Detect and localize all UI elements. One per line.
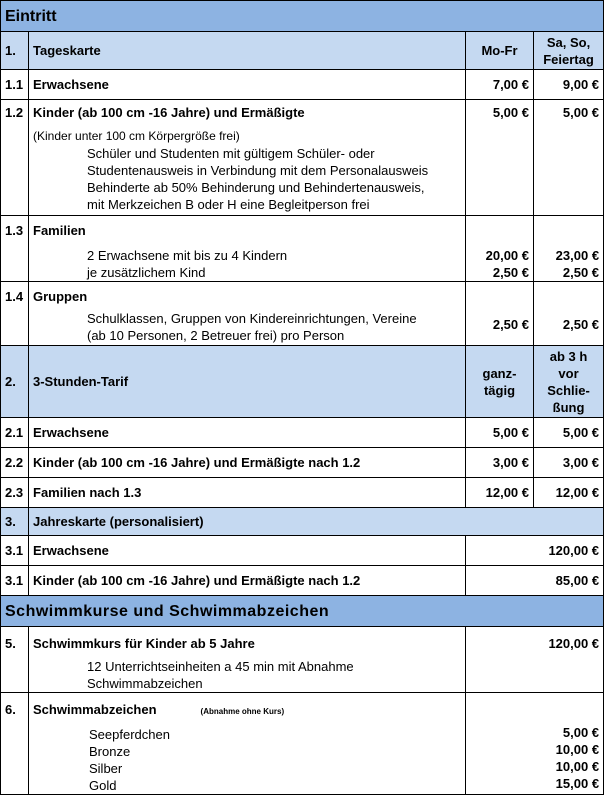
price-b: 3,00 €	[534, 448, 604, 478]
price-value: 2,50 €	[562, 265, 600, 280]
price-a: 3,00 €	[466, 448, 534, 478]
price-value: 20,00 €	[485, 248, 529, 263]
row-label: Familien nach 1.3	[29, 478, 466, 508]
row-content	[29, 627, 466, 693]
row-number: 2.3	[1, 478, 29, 508]
row-number: 6.	[1, 693, 29, 795]
price-annual: 120,00 €	[466, 536, 604, 566]
row-number: 2.	[1, 346, 29, 418]
price-weekend: 5,00 €	[534, 100, 604, 216]
badge-price: 5,00 €	[562, 725, 600, 740]
badge-label: Silber	[89, 761, 123, 776]
row-label: Gruppen	[33, 289, 88, 304]
row-label: Schwimmabzeichen	[33, 702, 157, 717]
price-annual: 85,00 €	[466, 566, 604, 596]
row-content	[29, 282, 466, 346]
row-number: 3.	[1, 508, 29, 536]
row-label: Kinder (ab 100 cm -16 Jahre) und Ermäßigte nach 1.2	[29, 566, 466, 596]
row-label: Kinder (ab 100 cm -16 Jahre) und Ermäßigte nach 1.2	[29, 448, 466, 478]
badge-price: 15,00 €	[555, 776, 600, 791]
badge-label: Seepferdchen	[89, 727, 170, 742]
badge-label: Bronze	[89, 744, 131, 759]
note-text: Schwimmabzeichen	[87, 676, 203, 691]
row-number: 1.1	[1, 70, 29, 100]
note-text: Schulklassen, Gruppen von Kindereinrichtungen, Vereine	[87, 311, 417, 326]
note-text: (Kinder unter 100 cm Körpergröße frei)	[33, 129, 240, 143]
badge-price: 10,00 €	[555, 742, 600, 757]
row-label: Erwachsene	[29, 418, 466, 448]
row-number: 5.	[1, 627, 29, 693]
col-header-ab3h: ab 3 h vor Schlie-ßung	[534, 346, 604, 418]
row-label: Familien	[33, 223, 86, 238]
section-header-eintritt: Eintritt	[1, 1, 604, 32]
section-title: Jahreskarte (personalisiert)	[29, 508, 604, 536]
badge-prices	[466, 693, 604, 795]
price-weekend	[534, 216, 604, 282]
price-weekend: 2,50 €	[534, 282, 604, 346]
col-header-ganztaegig: ganz-tägig	[466, 346, 534, 418]
price-mofr	[466, 216, 534, 282]
note-text: Studentenausweis in Verbindung mit dem Personalausweis	[87, 163, 429, 178]
row-content	[29, 100, 466, 216]
row-number: 2.2	[1, 448, 29, 478]
price-course: 120,00 €	[466, 627, 604, 693]
row-number: 1.3	[1, 216, 29, 282]
price-a: 12,00 €	[466, 478, 534, 508]
note-text: Schüler und Studenten mit gültigem Schüler- oder	[87, 146, 375, 161]
price-mofr: 5,00 €	[466, 100, 534, 216]
price-mofr: 2,50 €	[466, 282, 534, 346]
row-label: Erwachsene	[29, 536, 466, 566]
row-number: 2.1	[1, 418, 29, 448]
row-title-line	[33, 701, 461, 720]
badge-label: Gold	[89, 778, 117, 793]
col-header-mofr: Mo-Fr	[466, 32, 534, 70]
row-label: Erwachsene	[29, 70, 466, 100]
section-header-schwimmkurse: Schwimmkurse und Schwimmabzeichen	[1, 596, 604, 627]
badge-price: 10,00 €	[555, 759, 600, 774]
row-content	[29, 216, 466, 282]
price-a: 5,00 €	[466, 418, 534, 448]
section-title: 3-Stunden-Tarif	[29, 346, 466, 418]
note-text: 12 Unterrichtseinheiten a 45 min mit Abnahme	[87, 659, 354, 674]
price-b: 5,00 €	[534, 418, 604, 448]
section-title: Tageskarte	[29, 32, 466, 70]
note-text: (Abnahme ohne Kurs)	[200, 707, 285, 716]
note-text: 2 Erwachsene mit bis zu 4 Kindern	[87, 248, 288, 263]
row-number: 3.1	[1, 566, 29, 596]
row-number: 3.1	[1, 536, 29, 566]
price-value: 2,50 €	[492, 265, 529, 280]
price-mofr: 7,00 €	[466, 70, 534, 100]
col-header-weekend: Sa, So, Feiertag	[534, 32, 604, 70]
price-weekend: 9,00 €	[534, 70, 604, 100]
row-label: Kinder (ab 100 cm -16 Jahre) und Ermäßigte	[33, 105, 305, 120]
row-number: 1.4	[1, 282, 29, 346]
note-text: je zusätzlichem Kind	[87, 265, 206, 280]
note-text: (ab 10 Personen, 2 Betreuer frei) pro Person	[87, 328, 345, 343]
row-content	[29, 693, 466, 795]
note-text: mit Merkzeichen B oder H eine Begleitperson frei	[87, 197, 370, 212]
note-text: Behinderte ab 50% Behinderung und Behindertenausweis,	[87, 180, 425, 195]
row-number: 1.	[1, 32, 29, 70]
row-label: Schwimmkurs für Kinder ab 5 Jahre	[33, 636, 255, 651]
price-value: 23,00 €	[555, 248, 600, 263]
price-b: 12,00 €	[534, 478, 604, 508]
row-number: 1.2	[1, 100, 29, 216]
